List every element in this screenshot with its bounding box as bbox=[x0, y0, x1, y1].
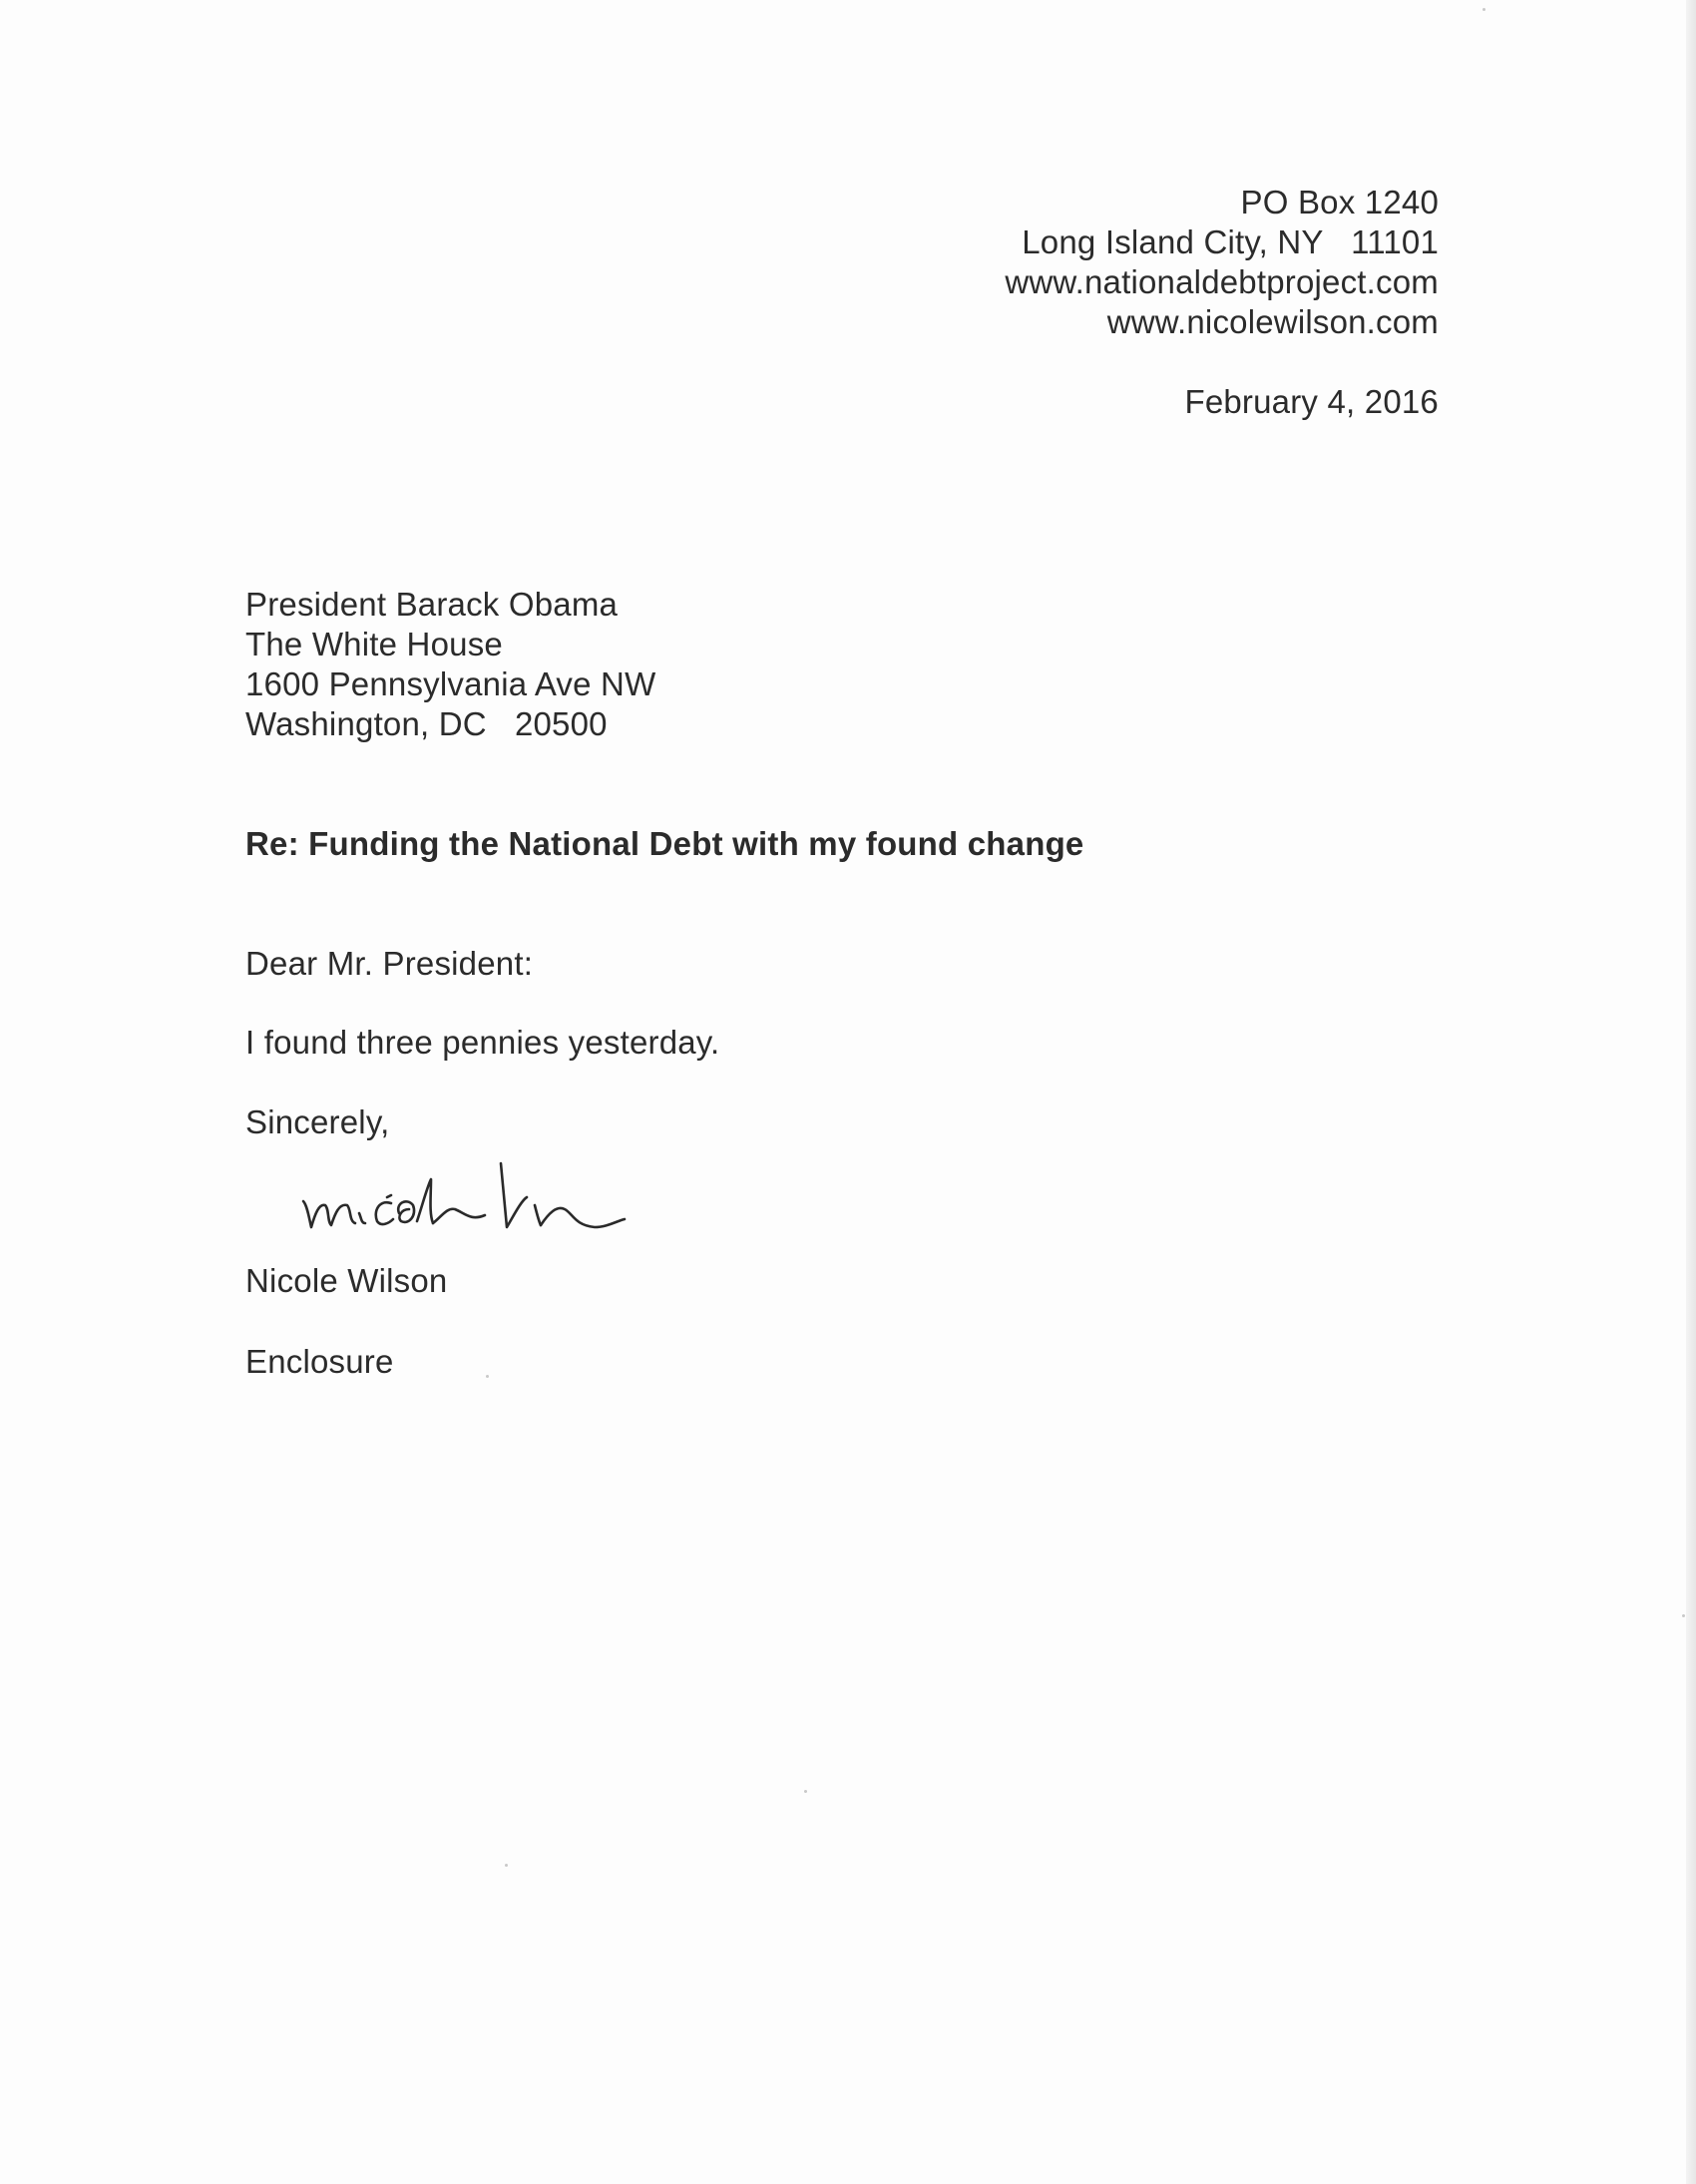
scan-speck bbox=[1483, 8, 1485, 11]
recipient-name: President Barack Obama bbox=[245, 586, 619, 623]
scan-speck bbox=[1682, 1614, 1685, 1617]
sender-po-box: PO Box 1240 bbox=[1240, 184, 1439, 220]
scan-speck bbox=[804, 1790, 807, 1793]
closing: Sincerely, bbox=[245, 1103, 390, 1140]
subject-line: Re: Funding the National Debt with my found change bbox=[245, 825, 1084, 862]
enclosure-note: Enclosure bbox=[245, 1343, 394, 1380]
recipient-city-line: Washington, DC 20500 bbox=[245, 705, 608, 742]
sender-city-line: Long Island City, NY 11101 bbox=[1022, 223, 1439, 260]
handwritten-signature bbox=[295, 1143, 734, 1243]
scan-speck bbox=[505, 1864, 508, 1867]
recipient-org: The White House bbox=[245, 626, 503, 662]
recipient-address-block bbox=[245, 585, 655, 744]
letter-date: February 4, 2016 bbox=[1184, 383, 1439, 420]
letter-body: I found three pennies yesterday. bbox=[245, 1024, 720, 1061]
scan-speck bbox=[486, 1375, 489, 1378]
sender-website-1: www.nationaldebtproject.com bbox=[1005, 263, 1439, 300]
recipient-street: 1600 Pennsylvania Ave NW bbox=[245, 665, 656, 702]
sender-website-2: www.nicolewilson.com bbox=[1106, 303, 1439, 340]
salutation: Dear Mr. President: bbox=[245, 945, 534, 982]
scan-edge-shadow bbox=[1686, 0, 1696, 2184]
signer-name: Nicole Wilson bbox=[245, 1262, 448, 1299]
sender-address-block bbox=[1005, 183, 1439, 342]
